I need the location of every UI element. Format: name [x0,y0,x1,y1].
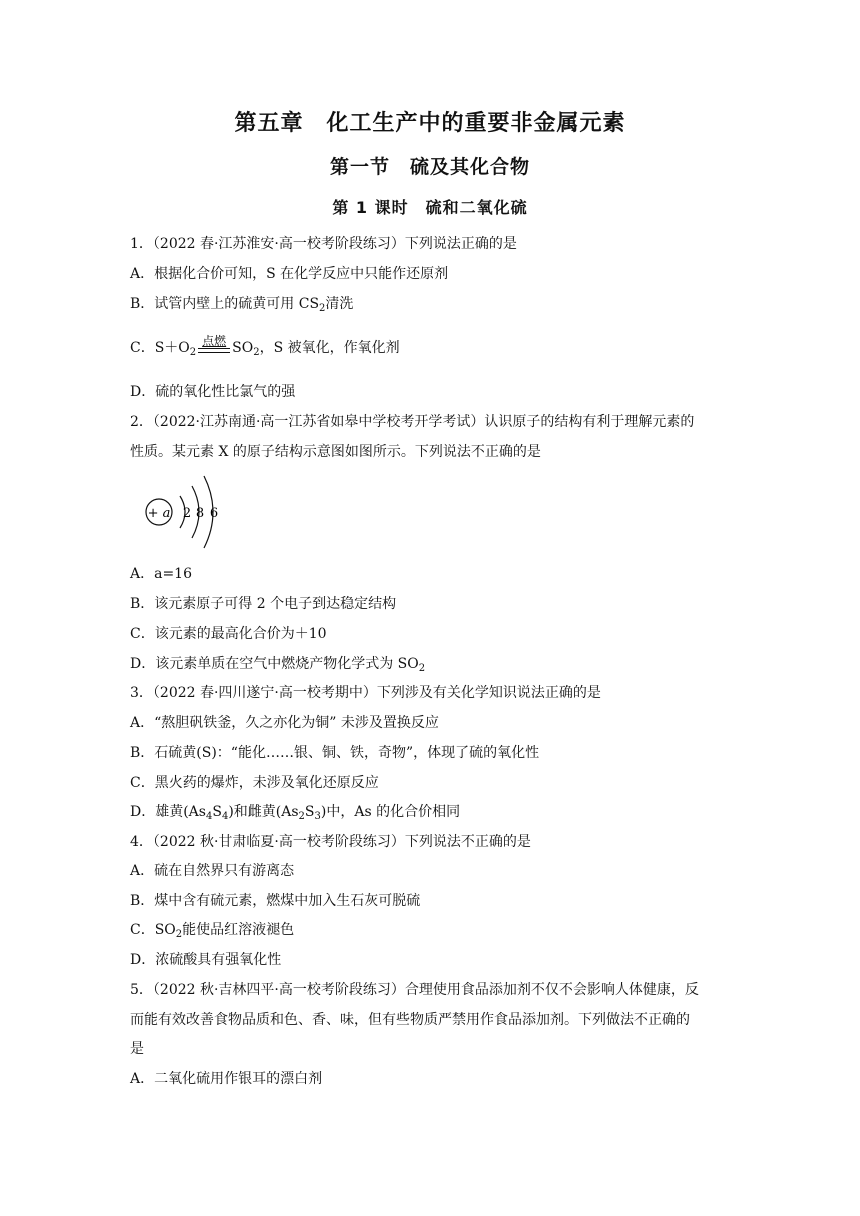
lesson-title: 第 1 课时 硫和二氧化硫 [332,198,528,217]
q4-option-d: D．浓硫酸具有强氧化性 [130,952,282,968]
q3-option-d [130,802,740,822]
q1-stem: 1．（2022 春·江苏淮安·高一校考阶段练习）下列说法正确的是 [130,236,517,252]
q1-option-b [130,294,740,314]
q3-d-text: S [304,804,315,820]
q3-option-c: C．黑火药的爆炸，未涉及氧化还原反应 [130,775,379,791]
q5-stem-line3: 是 [130,1041,144,1057]
q2-d-text: D．该元素单质在空气中燃烧产物化学式为 SO [130,656,419,672]
q1-c-product: SO [232,340,254,356]
q2-stem-line1: 2．（2022·江苏南通·高一江苏省如皋中学校考开学考试）认识原子的结构有利于理解元素的 [130,414,695,430]
subscript: 2 [319,303,326,314]
q1-c-text: C．S＋O [130,340,190,356]
q5-option-a: A．二氧化硫用作银耳的漂白剂 [130,1071,323,1087]
q4-option-a: A．硫在自然界只有游离态 [130,863,295,879]
q3-stem: 3．（2022 春·四川遂宁·高一校考期中）下列涉及有关化学知识说法正确的是 [130,685,601,701]
reaction-condition-label: 点燃 [202,334,227,348]
subscript: 2 [418,663,426,674]
subscript: 3 [314,811,321,822]
reaction-condition-equals [198,334,230,353]
q3-d-text: )和雌黄(As [228,804,299,820]
q3-option-a: A．“熬胆矾铁釜，久之亦化为铜” 未涉及置换反应 [130,715,439,731]
q4-option-c [130,920,740,940]
q1-option-a: A．根据化合价可知，S 在化学反应中只能作还原剂 [130,266,449,282]
q2-option-d [130,654,740,674]
atomic-structure-diagram [140,472,240,552]
q4-option-b: B．煤中含有硫元素，燃煤中加入生石灰可脱硫 [130,893,421,909]
q1-b-text-end: 清洗 [325,296,354,312]
q3-option-b: B．石硫黄(S)：“能化……银、铜、铁，奇物”，体现了硫的氧化性 [130,745,540,761]
q5-stem-line2: 而能有效改善食物品质和色、香、味，但有些物质严禁用作食品添加剂。下列做法不正确的 [130,1012,690,1028]
subscript: 4 [205,811,213,822]
q2-option-a: A．a=16 [130,566,193,582]
subscript: 4 [221,811,229,822]
q2-option-b: B．该元素原子可得 2 个电子到达稳定结构 [130,596,397,612]
q1-c-text-end: ，S 被氧化，作氧化剂 [259,340,400,356]
chapter-title: 第五章 化工生产中的重要非金属元素 [234,111,626,136]
q3-d-text-end: )中，As 的化合价相同 [320,804,461,820]
section-title: 第一节 硫及其化合物 [329,156,530,178]
q1-b-text: B．试管内壁上的硫黄可用 CS [130,296,320,312]
q3-d-text: S [212,804,222,820]
q1-option-d: D．硫的氧化性比氯气的强 [130,384,296,400]
shell-electron-count: 6 [209,506,219,521]
shell-electron-count: 2 [182,506,192,521]
subscript: 2 [298,811,305,822]
q3-d-text: D．雄黄(As [130,804,206,820]
subscript: 2 [175,929,183,940]
q5-stem-line1: 5．（2022 秋·吉林四平·高一校考阶段练习）合理使用食品添加剂不仅不会影响人体健康，反 [130,982,699,998]
q1-option-c [130,334,740,358]
q4-stem: 4．（2022 秋·甘肃临夏·高一校考阶段练习）下列说法不正确的是 [130,834,531,850]
q4-c-text: C．SO [130,922,176,938]
q2-stem-line2: 性质。某元素 X 的原子结构示意图如图所示。下列说法不正确的是 [130,444,541,460]
nucleus-label: + a [147,506,171,521]
subscript: 2 [253,347,260,358]
q4-c-text-end: 能使品红溶液褪色 [182,922,295,938]
shell-electron-count: 8 [195,506,205,521]
subscript: 2 [189,347,197,358]
q2-option-c: C．该元素的最高化合价为＋10 [130,626,327,642]
